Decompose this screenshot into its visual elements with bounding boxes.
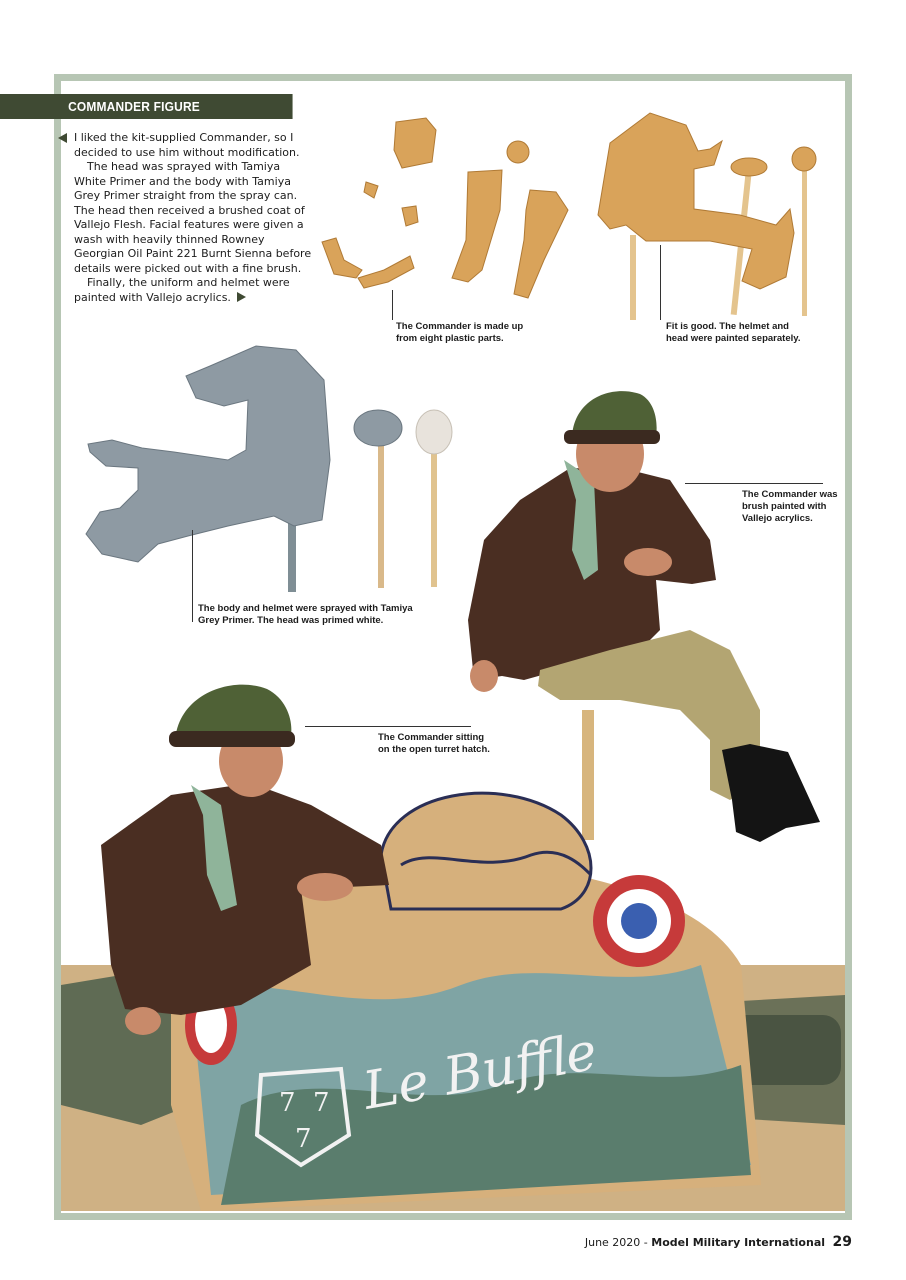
turret-unit-number-top-left: 7	[279, 1088, 296, 1118]
footer-magazine: Model Military International	[651, 1236, 826, 1249]
footer-date: June 2020 -	[584, 1236, 648, 1249]
turret-unit-number-bottom: 7	[295, 1124, 312, 1154]
article-end-marker	[237, 292, 246, 302]
caption-leader-sitting	[305, 726, 471, 727]
caption-leader-fit	[660, 245, 661, 320]
photo-assembled-figure	[590, 105, 830, 320]
caption-fit-line-1: Fit is good. The helmet and	[666, 321, 789, 332]
photo-kit-parts	[318, 110, 588, 310]
article-paragraph-3	[74, 276, 312, 305]
article-start-marker	[58, 133, 67, 143]
caption-kit-parts-line-1: The Commander is made up	[396, 321, 524, 332]
caption-sitting-line-1: The Commander sitting	[378, 732, 485, 743]
turret-name-marking: Le Buffle	[358, 1021, 602, 1122]
caption-sitting-line-2: on the open turret hatch.	[378, 744, 490, 755]
caption-primer	[198, 603, 413, 627]
caption-brush-line-2: brush painted with	[742, 501, 827, 512]
caption-leader-primer	[192, 530, 193, 622]
caption-brush-painted	[742, 489, 838, 525]
caption-leader-parts	[392, 290, 393, 320]
caption-brush-line-3: Vallejo acrylics.	[742, 513, 813, 524]
page-number: 29	[832, 1234, 852, 1250]
article-paragraph-1: I liked the kit-supplied Commander, so I decided to use him without modification.	[74, 131, 300, 159]
caption-leader-brush	[685, 483, 823, 484]
caption-brush-line-1: The Commander was	[742, 489, 838, 500]
caption-kit-parts-line-2: from eight plastic parts.	[396, 333, 504, 344]
caption-fit	[666, 321, 800, 345]
turret-unit-number-top-right: 7	[313, 1088, 330, 1118]
caption-primer-line-2: Grey Primer. The head was primed white.	[198, 615, 384, 626]
caption-primer-line-1: The body and helmet were sprayed with Tamiya	[198, 603, 413, 614]
page-footer	[585, 1234, 852, 1250]
section-header: COMMANDER FIGURE	[0, 94, 293, 119]
caption-sitting	[378, 732, 490, 756]
article-paragraph-2: The head was sprayed with Tamiya White Primer and the body with Tamiya Grey Primer straight from the spray can. The head then received a brushed coat of Vallejo Flesh. Facial features were given a wash with heavily thinned Rowney Georgian Oil Paint 221 Burnt Sienna before details were picked out with a fine brush.	[74, 160, 312, 275]
caption-fit-line-2: head were painted separately.	[666, 333, 801, 344]
article-paragraph-3-text: Finally, the uniform and helmet were painted with Vallejo acrylics.	[74, 276, 290, 304]
article-body	[74, 131, 312, 305]
photo-primed-figure	[78, 340, 468, 595]
